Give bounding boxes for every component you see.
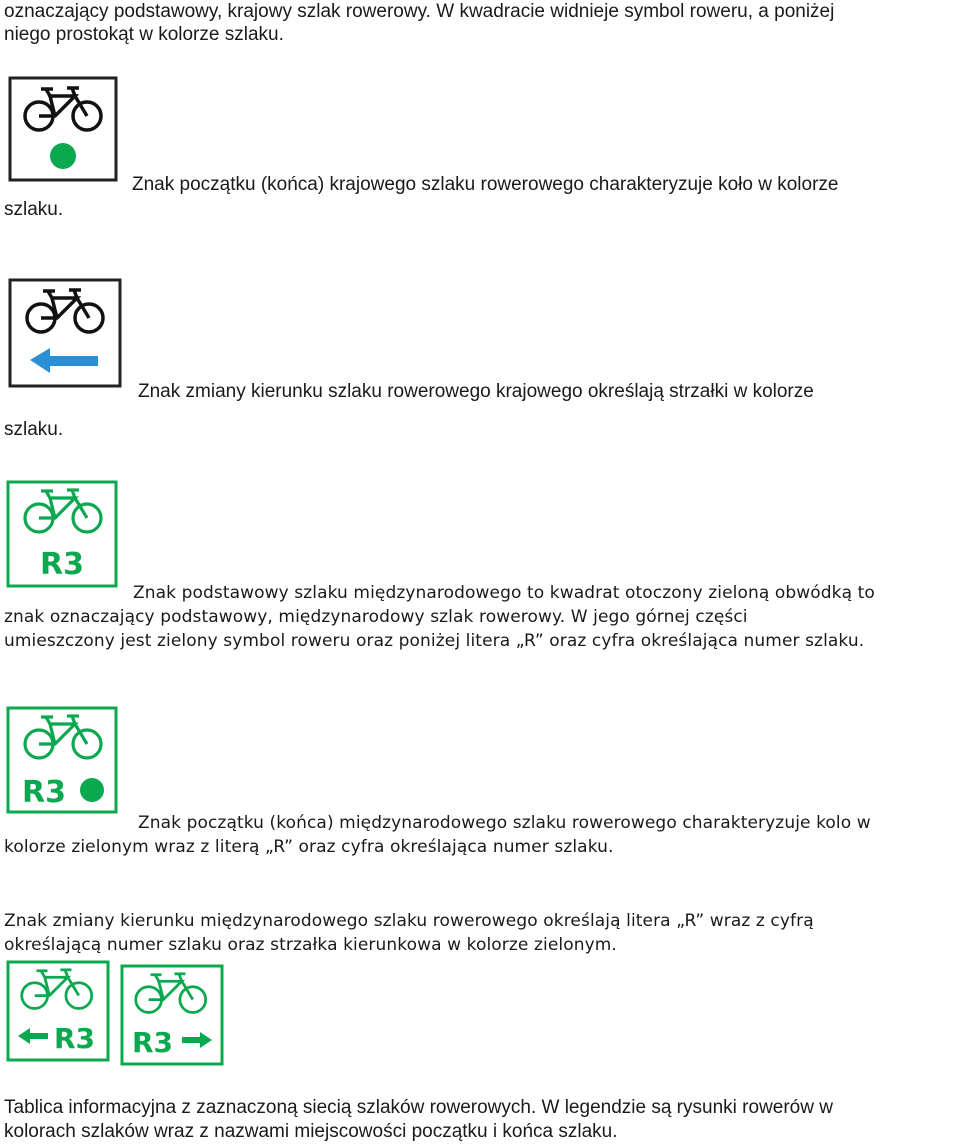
green-dot — [50, 143, 76, 169]
sign-international-turn-left — [6, 960, 110, 1062]
national-turn-line-1: Znak zmiany kierunku szlaku rowerowego krajowego określają strzałki w kolorze — [138, 381, 814, 402]
intl-basic-line-2: znak oznaczający podstawowy, międzynarodowy szlak rowerowy. W jego górnej części — [4, 607, 748, 627]
sign-national-turn — [8, 278, 122, 388]
national-turn-line-0: szlaku. — [4, 419, 64, 440]
sign-international-start — [6, 706, 118, 814]
route-number-label: R3 — [40, 547, 84, 582]
green-dot — [80, 778, 104, 802]
route-number-label: R3 — [132, 1026, 174, 1059]
sign-international-turn-right — [120, 964, 224, 1066]
intro-line-2: niego prostokąt w kolorze szlaku. — [4, 24, 284, 45]
national-start-line-2: szlaku. — [4, 199, 64, 220]
intl-basic-line-1: Znak podstawowy szlaku międzynarodowego to kwadrat otoczony zieloną obwódką to — [133, 583, 875, 603]
intl-basic-line-3: umieszczony jest zielony symbol roweru oraz poniżej litera „R” oraz cyfra określająca numer szlaku. — [4, 631, 865, 651]
intl-start-line-2: kolorze zielonym wraz z literą „R” oraz cyfra określająca numer szlaku. — [4, 837, 614, 857]
intro-line-1: oznaczający podstawowy, krajowy szlak rowerowy. W kwadracie widnieje symbol roweru, a poniżej — [4, 1, 835, 22]
intl-turn-line-1: Znak zmiany kierunku międzynarodowego szlaku rowerowego określają litera „R” wraz z cyfrą — [4, 911, 814, 931]
sign-national-start — [8, 76, 118, 182]
route-number-label: R3 — [54, 1022, 96, 1055]
board-line-1: Tablica informacyjna z zaznaczoną siecią szlaków rowerowych. W legendzie są rysunki rowerów w — [4, 1097, 833, 1118]
route-number-label: R3 — [22, 775, 66, 810]
board-line-2: kolorach szlaków wraz z nazwami miejscowości początku i końca szlaku. — [4, 1121, 618, 1142]
intl-start-line-1: Znak początku (końca) międzynarodowego szlaku rowerowego charakteryzuje kolo w — [138, 813, 871, 833]
national-start-line-1: Znak początku (końca) krajowego szlaku rowerowego charakteryzuje koło w kolorze — [132, 174, 839, 195]
intl-turn-line-2: określającą numer szlaku oraz strzałka kierunkowa w kolorze zielonym. — [4, 935, 617, 955]
sign-international-basic — [6, 480, 118, 588]
